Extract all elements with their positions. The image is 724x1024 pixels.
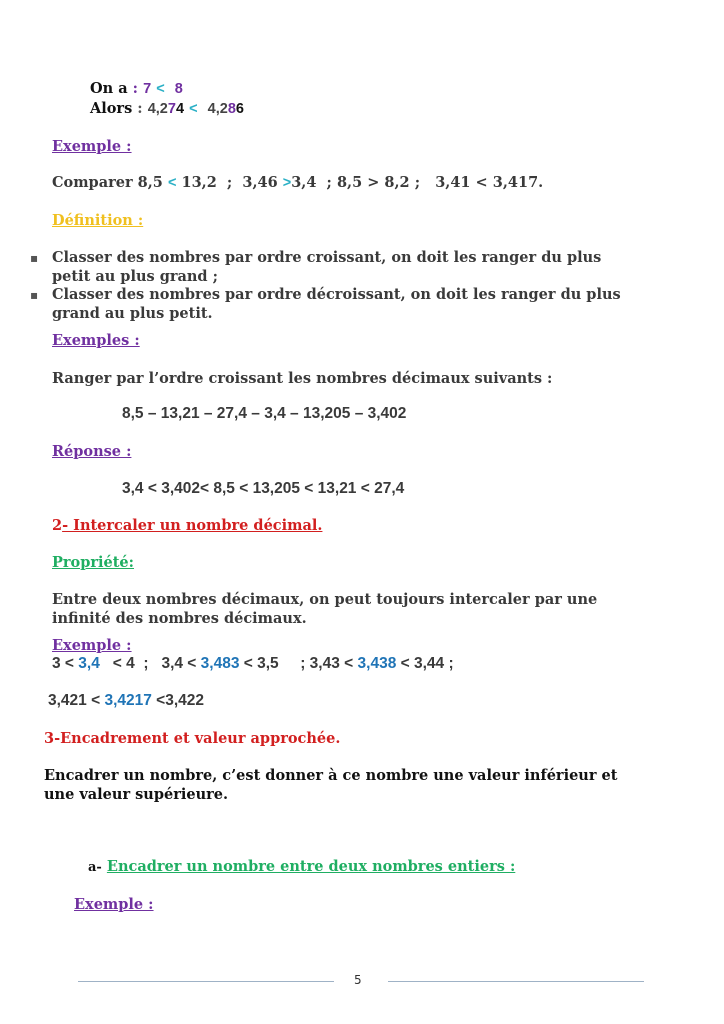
value-b-digit: 8	[227, 101, 236, 117]
label-alors: Alors	[90, 100, 133, 117]
section-3-title: 3-Encadrement et valeur approchée.	[44, 730, 341, 747]
section-number: 2	[52, 517, 63, 534]
exemples-heading: Exemples :	[52, 332, 140, 349]
example-text: <3,422	[151, 692, 205, 709]
exemple-3-heading: Exemple :	[74, 896, 154, 913]
reponse-heading: Réponse :	[52, 443, 132, 460]
definition-bullet-2-line-2: grand au plus petit.	[52, 305, 213, 322]
intercaler-examples-row-2	[48, 692, 204, 710]
subsection-prefix: a-	[88, 860, 102, 875]
section-3-line-2: une valeur supérieure.	[44, 786, 229, 803]
compare-value: 13,2	[181, 174, 217, 191]
value-a-digit: 7	[167, 101, 176, 117]
intercaler-examples-row-1	[52, 655, 454, 673]
value-7: 7	[143, 81, 152, 97]
exemples-numbers: 8,5 – 13,21 – 27,4 – 3,4 – 13,205 – 3,402	[122, 405, 407, 422]
subsection-title-text: Encadrer un nombre entre deux nombres entiers :	[106, 858, 516, 875]
example-text: < 4 ;	[99, 655, 162, 672]
propriete-line-2: infinité des nombres décimaux.	[52, 610, 307, 627]
bullet-icon: ▪	[30, 288, 39, 302]
exemple-2-heading: Exemple :	[52, 637, 132, 654]
operator-less: <	[189, 101, 198, 117]
compare-value: 3,46	[242, 174, 278, 191]
value-b-prefix: 4,2	[207, 101, 228, 117]
compare-label: Comparer	[52, 174, 133, 191]
footer-rule-left	[78, 981, 334, 982]
operator-less: <	[156, 81, 165, 97]
definition-heading: Définition :	[52, 212, 144, 229]
separator: :	[127, 80, 144, 97]
intro-line-1	[90, 80, 183, 98]
subsection-a-title	[88, 858, 515, 877]
compare-value: 3,4	[291, 174, 317, 191]
value-8: 8	[174, 81, 183, 97]
propriete-heading: Propriété:	[52, 554, 135, 571]
propriete-line-1: Entre deux nombres décimaux, on peut toujours intercaler par une	[52, 591, 598, 608]
definition-bullet-1-line-1: Classer des nombres par ordre croissant, on doit les ranger du plus	[52, 249, 602, 266]
intro-line-2	[90, 100, 244, 118]
example-highlight: 3,483	[200, 655, 240, 672]
example-text: ; 3,43 <	[300, 655, 358, 672]
exemple-heading: Exemple :	[52, 138, 132, 155]
example-text: < 3,5	[239, 655, 301, 672]
page-number: 5	[354, 973, 362, 987]
value-a-end: 4	[175, 101, 185, 117]
reponse-answer: 3,4 < 3,402< 8,5 < 13,205 < 13,21 < 27,4	[122, 480, 405, 497]
compare-line	[52, 174, 543, 192]
compare-rest: 8,5 > 8,2 ; 3,41 < 3,417.	[336, 174, 544, 191]
value-a-prefix: 4,2	[147, 101, 168, 117]
section-title-text: - Intercaler un nombre décimal.	[62, 517, 323, 534]
example-highlight: 3,4	[78, 655, 100, 672]
section-2-title	[52, 517, 322, 535]
example-text: < 3,44 ;	[396, 655, 454, 672]
separator: ;	[316, 174, 337, 191]
label-on-a: On a	[90, 80, 128, 97]
definition-bullet-1-line-2: petit au plus grand ;	[52, 268, 218, 285]
exemples-instruction: Ranger par l’ordre croissant les nombres décimaux suivants :	[52, 370, 553, 387]
example-text: 3,421 <	[48, 692, 105, 709]
example-text: 3,4 <	[161, 655, 201, 672]
section-3-line-1: Encadrer un nombre, c’est donner à ce nombre une valeur inférieur et	[44, 767, 618, 784]
separator: :	[132, 100, 148, 117]
example-highlight: 3,438	[357, 655, 397, 672]
example-text: 3 <	[52, 655, 79, 672]
separator: ;	[216, 174, 243, 191]
footer-rule-right	[388, 981, 644, 982]
operator: <	[167, 175, 177, 191]
bullet-icon: ▪	[30, 251, 39, 265]
value-b-end: 6	[235, 101, 244, 117]
example-highlight: 3,4217	[104, 692, 152, 709]
compare-value: 8,5	[137, 174, 163, 191]
definition-bullet-2-line-1: Classer des nombres par ordre décroissant, on doit les ranger du plus	[52, 286, 621, 303]
operator: >	[282, 175, 292, 191]
